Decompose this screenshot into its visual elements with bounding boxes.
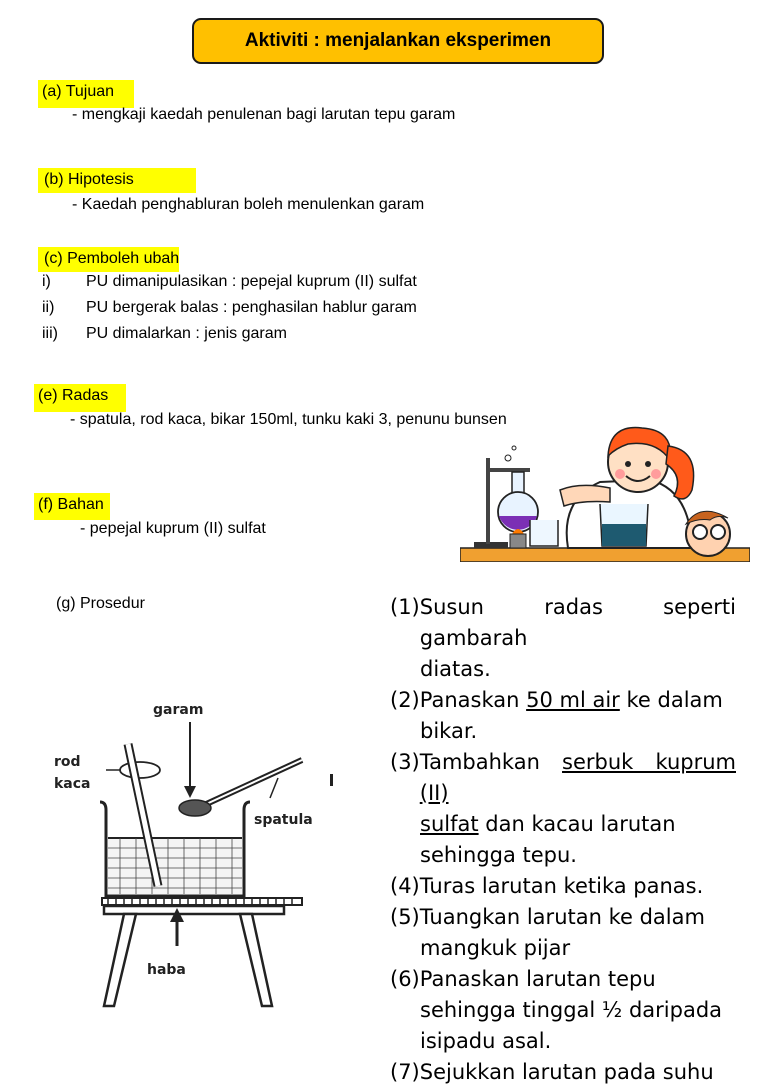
label-spatula: spatula — [254, 812, 313, 828]
pemboleh-ubah-list — [42, 272, 417, 344]
round-flask-icon — [498, 446, 538, 532]
step-text: sehingga tinggal ½ daripada — [420, 998, 723, 1022]
step-text: Tuangkan larutan ke dalam — [419, 905, 705, 929]
step-2 — [390, 685, 736, 716]
bahan-section — [34, 493, 110, 520]
apparatus-diagram — [40, 690, 350, 1020]
label-kaca: kaca — [54, 776, 91, 792]
list-item-num: i) — [42, 273, 51, 290]
step-text: bikar. — [420, 719, 478, 743]
step-text: Sejukkan larutan pada suhu — [419, 1060, 714, 1084]
step-number: (1) — [390, 595, 420, 619]
list-item-num: iii) — [42, 325, 58, 342]
procedure-steps — [390, 592, 736, 1088]
step-text: Panaskan larutan tepu — [419, 967, 656, 991]
step-text: sulfat dan kacau larutan — [420, 812, 676, 836]
arrow-down-icon — [184, 786, 196, 798]
step-text: isipadu asal. — [420, 1029, 552, 1053]
step-number: (2) — [390, 688, 420, 712]
pemboleh-ubah-section — [38, 247, 179, 272]
bahan-text: - pepejal kuprum (II) sulfat — [80, 520, 266, 537]
spatula-icon — [179, 760, 302, 816]
prosedur-heading: (g) Prosedur — [56, 595, 145, 612]
label-garam: garam — [153, 702, 204, 718]
beaker-icon — [100, 802, 250, 896]
stand-base-icon — [474, 542, 508, 548]
radas-section — [34, 384, 126, 412]
list-item — [42, 272, 417, 292]
step-number: (5) — [390, 905, 420, 929]
bahan-heading: (f) Bahan — [34, 493, 110, 520]
underlined-text: 50 ml air — [526, 688, 620, 712]
page-title-box — [192, 18, 604, 64]
underlined-text: serbuk kuprum (II) — [419, 750, 736, 805]
step-text: Tambahkan serbuk kuprum (II) — [419, 750, 736, 805]
label-rod: rod — [54, 754, 81, 770]
page-title: Aktiviti : menjalankan eksperimen — [244, 30, 552, 51]
list-item-text: PU dimanipulasikan : pepejal kuprum (II) sulfat — [86, 273, 417, 290]
radas-heading: (e) Radas — [34, 384, 126, 412]
hipotesis-text: - Kaedah penghabluran boleh menulenkan garam — [72, 196, 425, 213]
step-number: (4) — [390, 874, 420, 898]
list-item — [42, 298, 417, 318]
step-text: mangkuk pijar — [420, 936, 571, 960]
step-number: (7) — [390, 1060, 420, 1084]
list-item-text: PU bergerak balas : penghasilan hablur garam — [86, 299, 417, 316]
step-1 — [390, 592, 736, 654]
step-5 — [390, 902, 736, 933]
pemboleh-ubah-heading: (c) Pemboleh ubah — [38, 247, 179, 272]
step-number: (3) — [390, 750, 420, 774]
label-haba: haba — [147, 962, 186, 978]
step-7 — [390, 1057, 736, 1088]
step-4 — [390, 871, 736, 902]
step-number: (6) — [390, 967, 420, 991]
step-3 — [390, 747, 736, 809]
step-text: Panaskan 50 ml air ke dalam — [419, 688, 723, 712]
tujuan-heading: (a) Tujuan — [38, 80, 134, 108]
step-text: diatas. — [420, 657, 491, 681]
tripod-icon — [102, 898, 302, 1006]
scientist-clipart — [460, 420, 750, 562]
beaker-icon — [530, 520, 558, 546]
list-item — [42, 324, 417, 344]
step-text: Susun radas seperti gambarah — [419, 595, 736, 650]
hipotesis-section — [38, 168, 196, 193]
underlined-text: sulfat — [420, 812, 479, 836]
hipotesis-heading: (b) Hipotesis — [38, 168, 196, 193]
step-text: Turas larutan ketika panas. — [419, 874, 704, 898]
step-6 — [390, 964, 736, 995]
tujuan-text: - mengkaji kaedah penulenan bagi larutan tepu garam — [72, 106, 456, 123]
radas-text: - spatula, rod kaca, bikar 150ml, tunku kaki 3, penunu bunsen — [70, 411, 507, 428]
step-text: sehingga tepu. — [420, 843, 577, 867]
list-item-text: PU dimalarkan : jenis garam — [86, 325, 287, 342]
tujuan-section — [38, 80, 134, 108]
rod-ring-icon — [120, 762, 160, 778]
boy-face-icon — [686, 511, 730, 556]
list-item-num: ii) — [42, 299, 55, 316]
